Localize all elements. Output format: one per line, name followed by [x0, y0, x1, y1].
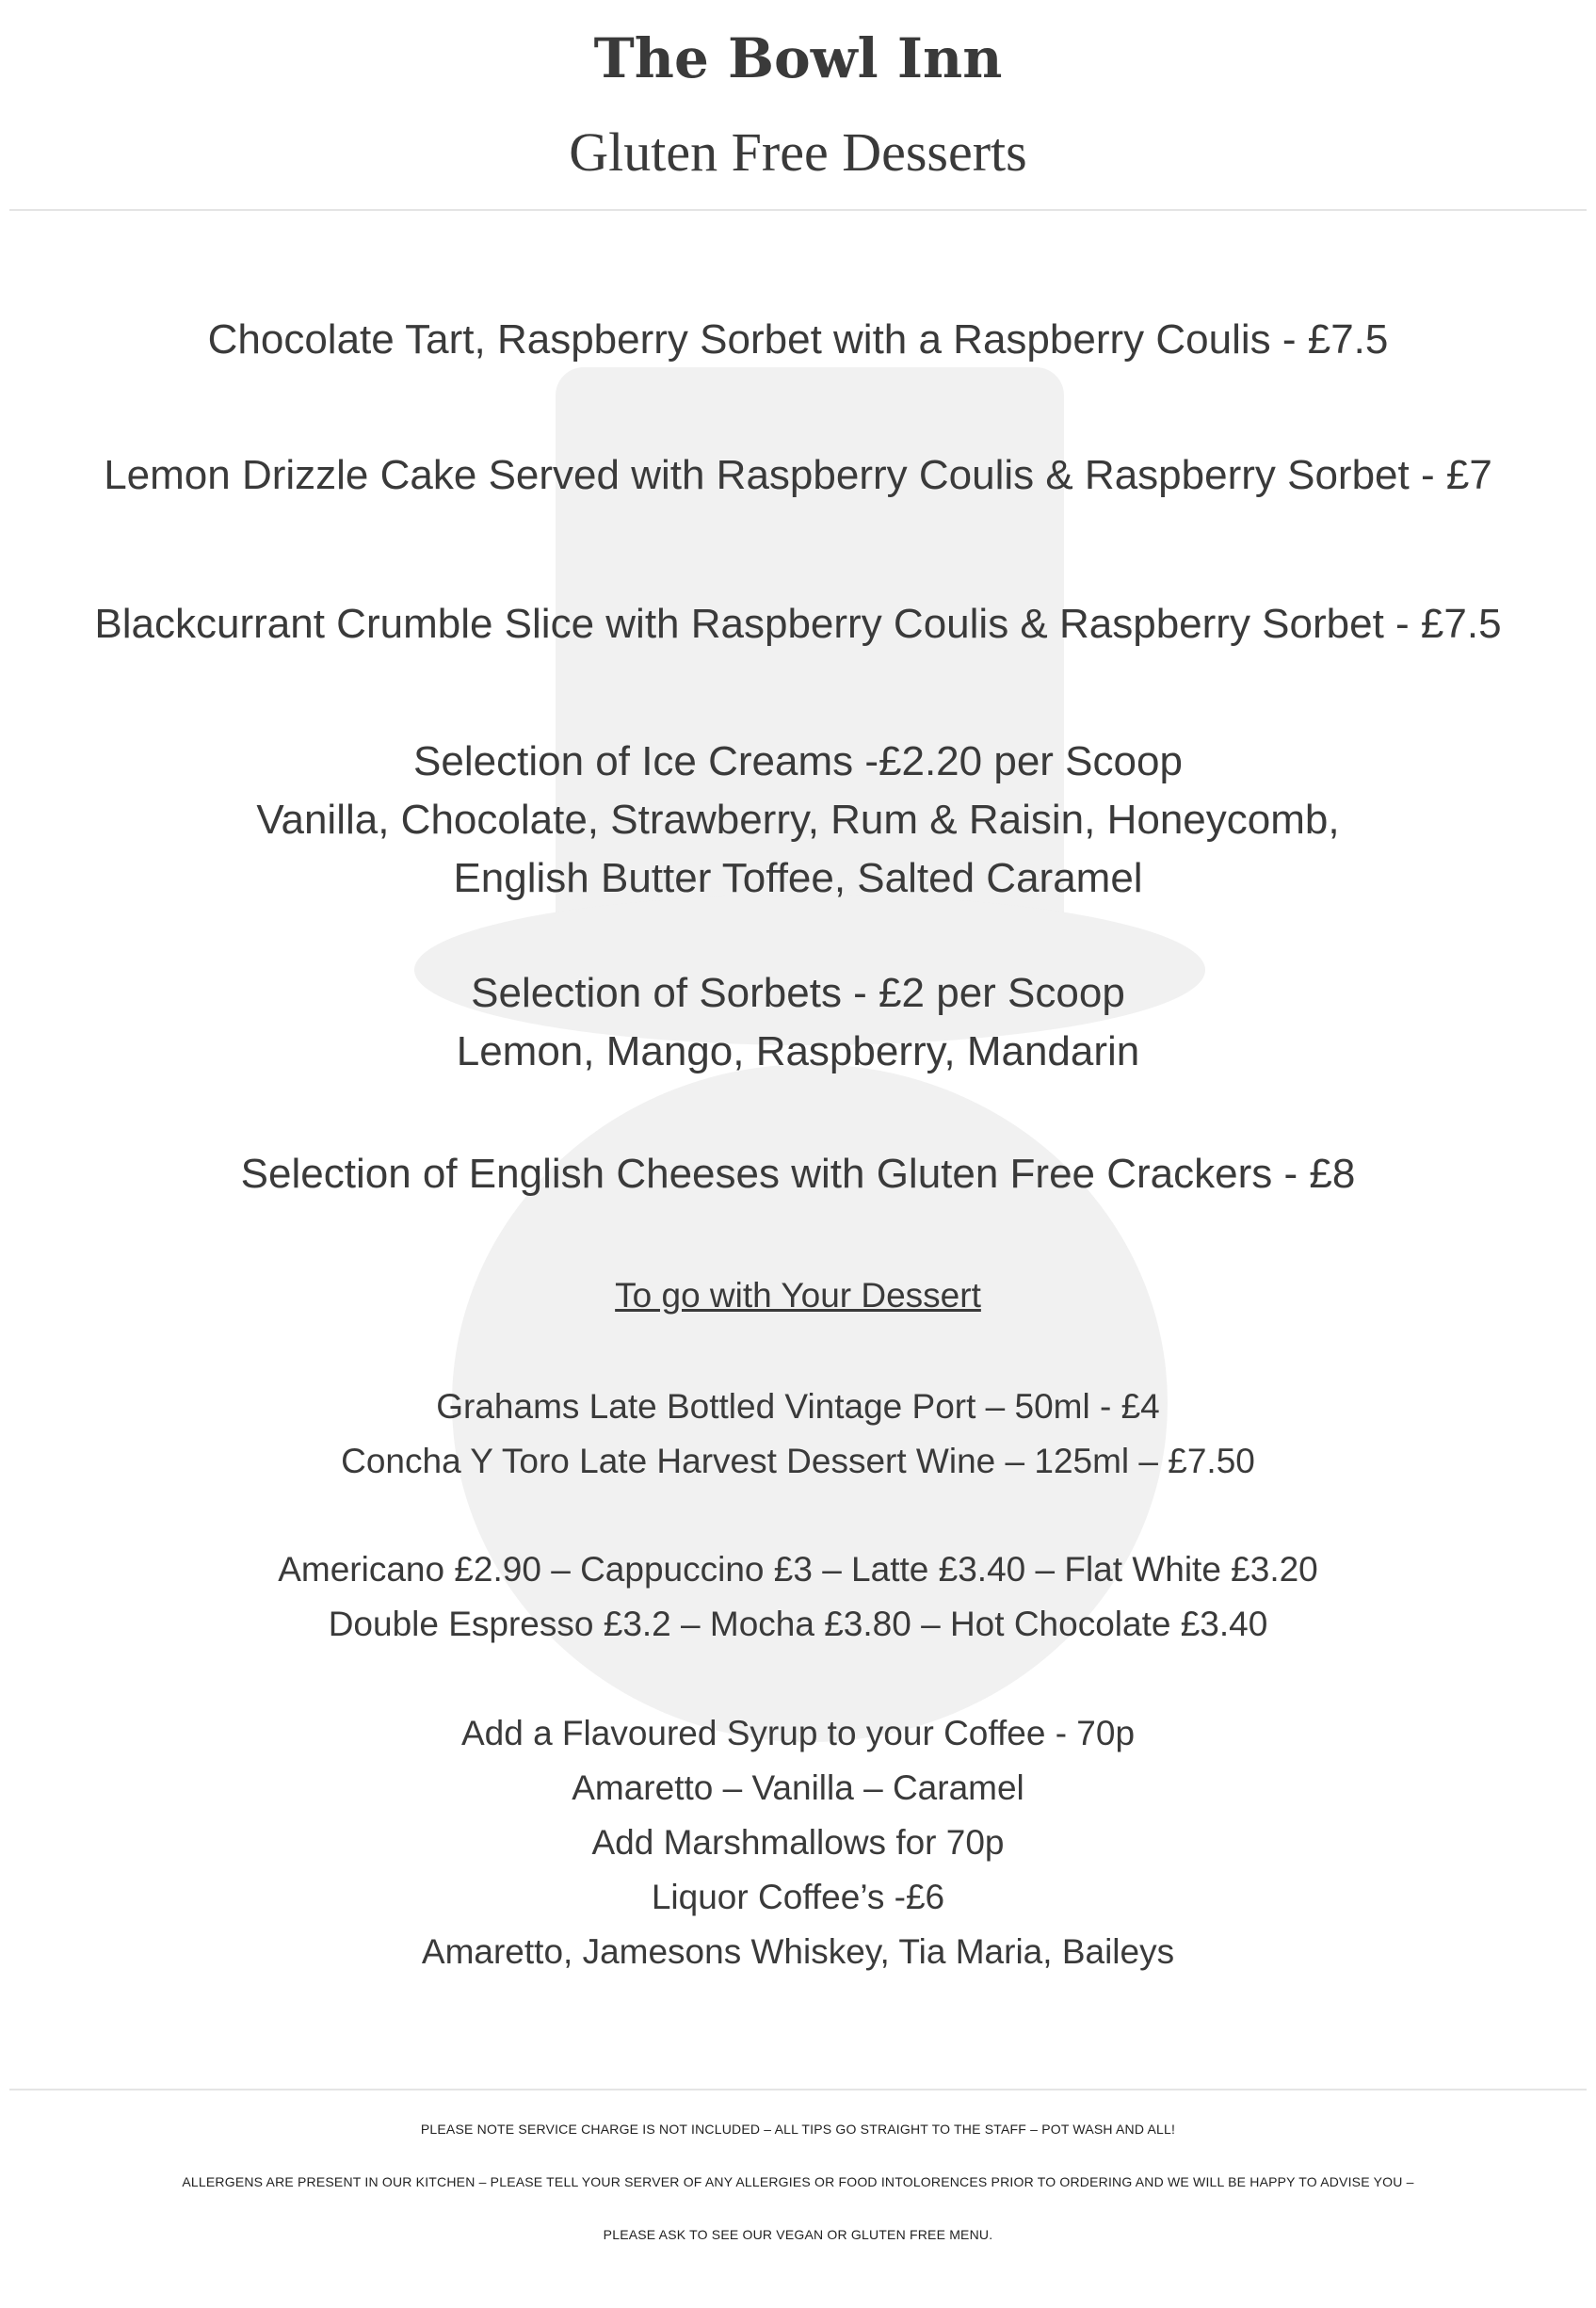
- ice-cream-title: Selection of Ice Creams -£2.20 per Scoop: [413, 738, 1183, 784]
- coffee-prices: Double Espresso £3.2 – Mocha £3.80 – Hot Chocolate £3.40: [328, 1605, 1268, 1643]
- dessert-item: Blackcurrant Crumble Slice with Raspberry Coulis & Raspberry Sorbet - £7.5: [94, 601, 1502, 647]
- header-divider: [9, 209, 1587, 211]
- footer-divider: [9, 2089, 1587, 2090]
- extra-item: Amaretto – Vanilla – Caramel: [572, 1768, 1024, 1807]
- coffee-prices: Americano £2.90 – Cappuccino £3 – Latte £3.40 – Flat White £3.20: [278, 1550, 1318, 1589]
- service-charge-note: PLEASE NOTE SERVICE CHARGE IS NOT INCLUDED – ALL TIPS GO STRAIGHT TO THE STAFF – POT WASH AND ALL!: [420, 2122, 1176, 2137]
- ice-cream-flavours: Vanilla, Chocolate, Strawberry, Rum & Raisin, Honeycomb,: [256, 797, 1340, 843]
- extra-item: Add Marshmallows for 70p: [591, 1823, 1005, 1862]
- vegan-menu-note: PLEASE ASK TO SEE OUR VEGAN OR GLUTEN FREE MENU.: [603, 2227, 993, 2242]
- dessert-item: Chocolate Tart, Raspberry Sorbet with a Raspberry Coulis - £7.5: [207, 316, 1389, 363]
- wine-item: Concha Y Toro Late Harvest Dessert Wine – 125ml – £7.50: [341, 1442, 1255, 1480]
- ice-cream-flavours: English Butter Toffee, Salted Caramel: [453, 855, 1143, 901]
- cheese-item: Selection of English Cheeses with Gluten Free Crackers - £8: [240, 1151, 1356, 1197]
- restaurant-title: The Bowl Inn: [593, 26, 1003, 90]
- menu-subtitle: Gluten Free Desserts: [569, 121, 1027, 183]
- extra-item: Add a Flavoured Syrup to your Coffee - 70p: [460, 1714, 1136, 1752]
- allergen-note: ALLERGENS ARE PRESENT IN OUR KITCHEN – PLEASE TELL YOUR SERVER OF ANY ALLERGIES OR FOOD INTOLORENCES PRIOR TO ORDERING AND WE WILL BE HAPPY TO ADVISE YOU –: [182, 2174, 1414, 2189]
- extra-item: Liquor Coffee’s -£6: [651, 1878, 945, 1916]
- drinks-heading: To go with Your Dessert: [615, 1276, 981, 1315]
- sorbet-title: Selection of Sorbets - £2 per Scoop: [471, 970, 1125, 1016]
- extra-item: Amaretto, Jamesons Whiskey, Tia Maria, Baileys: [421, 1932, 1175, 1971]
- sorbet-flavours: Lemon, Mango, Raspberry, Mandarin: [456, 1028, 1140, 1074]
- wine-item: Grahams Late Bottled Vintage Port – 50ml - £4: [436, 1387, 1160, 1426]
- dessert-item: Lemon Drizzle Cake Served with Raspberry Coulis & Raspberry Sorbet - £7: [104, 452, 1492, 498]
